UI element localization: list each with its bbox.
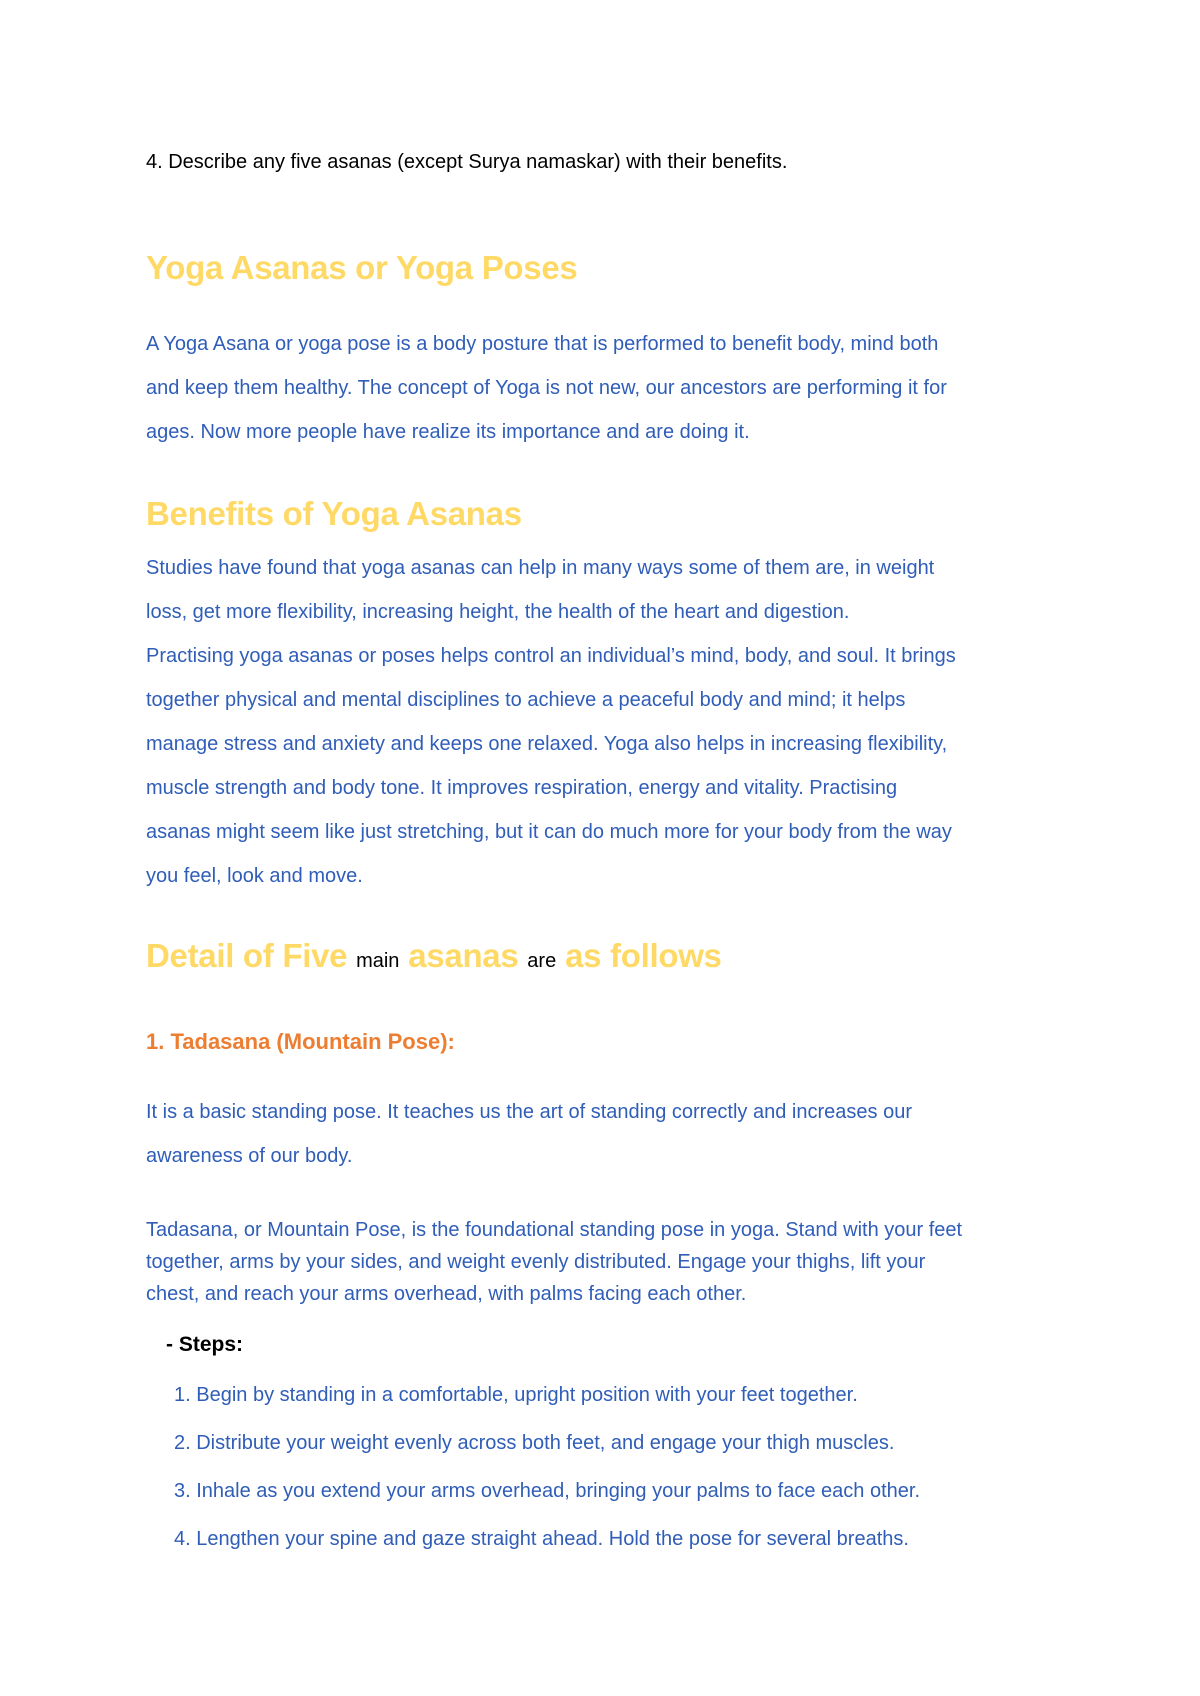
paragraph-yoga-asanas (146, 322, 1076, 454)
paragraph-line: together physical and mental disciplines to achieve a peaceful body and mind; it helps (146, 689, 906, 711)
paragraph-tadasana-intro (146, 1090, 1076, 1178)
paragraph-line: ages. Now more people have realize its importance and are doing it. (146, 421, 750, 443)
steps-label: - Steps: (166, 1333, 244, 1356)
heading-yoga-asanas: Yoga Asanas or Yoga Poses (146, 249, 578, 286)
heading-tadasana: 1. Tadasana (Mountain Pose): (146, 1029, 455, 1054)
paragraph-line: Practising yoga asanas or poses helps control an individual’s mind, body, and soul. It brings (146, 645, 956, 667)
paragraph-line: manage stress and anxiety and keeps one relaxed. Yoga also helps in increasing flexibility, (146, 733, 948, 755)
paragraph-line: loss, get more flexibility, increasing height, the health of the heart and digestion. (146, 601, 850, 623)
heading-benefits: Benefits of Yoga Asanas (146, 495, 522, 532)
paragraph-line: you feel, look and move. (146, 865, 363, 887)
heading-part: Detail of Five (146, 937, 357, 974)
paragraph-line: chest, and reach your arms overhead, with palms facing each other. (146, 1283, 747, 1305)
paragraph-line: muscle strength and body tone. It improves respiration, energy and vitality. Practising (146, 777, 898, 799)
paragraph-line: asanas might seem like just stretching, but it can do much more for your body from the way (146, 821, 952, 843)
heading-part: asanas (399, 937, 528, 974)
step-item: 3. Inhale as you extend your arms overhead, bringing your palms to face each other. (174, 1480, 920, 1502)
paragraph-line: awareness of our body. (146, 1145, 353, 1167)
step-item: 2. Distribute your weight evenly across both feet, and engage your thigh muscles. (174, 1432, 895, 1454)
step-item: 4. Lengthen your spine and gaze straight ahead. Hold the pose for several breaths. (174, 1528, 909, 1550)
paragraph-tadasana-desc (146, 1214, 1076, 1310)
paragraph-line: Tadasana, or Mountain Pose, is the foundational standing pose in yoga. Stand with your feet (146, 1219, 963, 1241)
heading-part-small: are (527, 950, 557, 972)
heading-five-asanas (146, 934, 722, 983)
paragraph-line: It is a basic standing pose. It teaches us the art of standing correctly and increases our (146, 1101, 912, 1123)
paragraph-line: Studies have found that yoga asanas can help in many ways some of them are, in weight (146, 557, 935, 579)
paragraph-line: A Yoga Asana or yoga pose is a body posture that is performed to benefit body, mind both (146, 333, 939, 355)
heading-part: as follows (556, 937, 722, 974)
paragraph-line: together, arms by your sides, and weight evenly distributed. Engage your thighs, lift your (146, 1251, 926, 1273)
paragraph-benefits (146, 546, 1076, 898)
step-item: 1. Begin by standing in a comfortable, upright position with your feet together. (174, 1384, 858, 1406)
heading-part-small: main (356, 950, 400, 972)
question-text: 4. Describe any five asanas (except Surya namaskar) with their benefits. (146, 151, 788, 173)
paragraph-line: and keep them healthy. The concept of Yoga is not new, our ancestors are performing it for (146, 377, 947, 399)
